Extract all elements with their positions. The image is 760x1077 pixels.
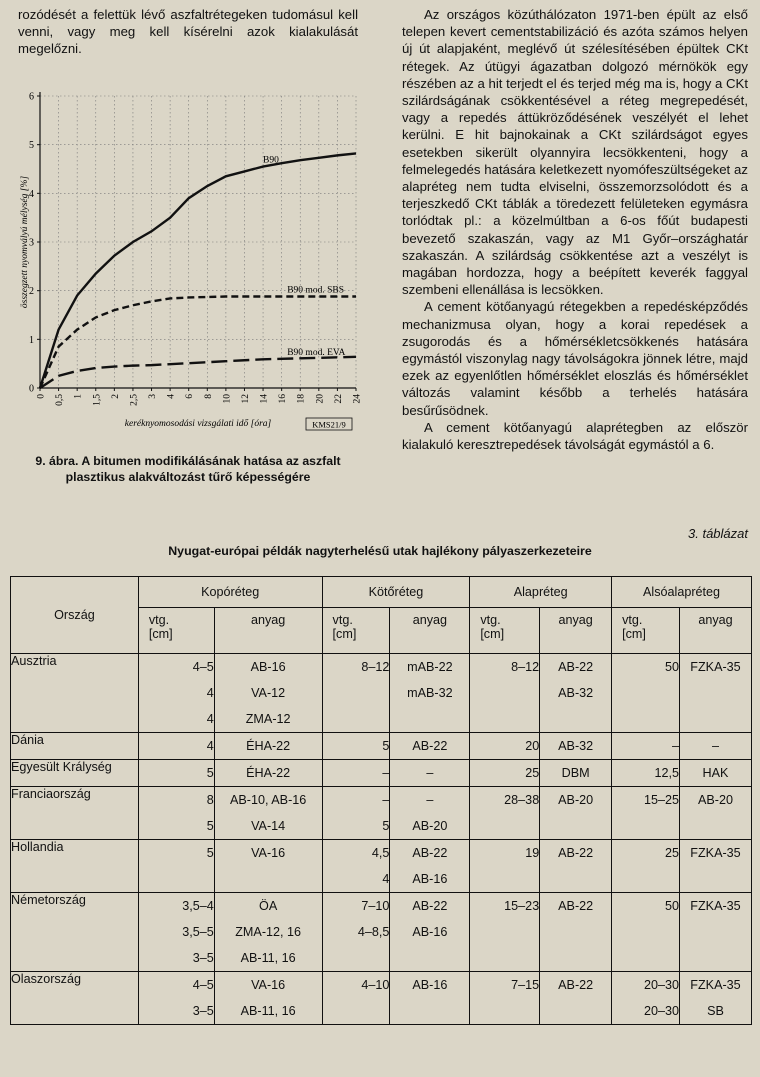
x-axis-label: keréknyomosodási vizsgálati idő [óra]	[124, 419, 272, 429]
material-cell	[390, 893, 470, 972]
cell-line: 15–23	[504, 899, 540, 913]
material-cell	[390, 840, 470, 893]
material-cell	[390, 654, 470, 733]
right-paragraph-2: A cement kötőanyagú rétegekben a repedésképződés mechanizmusa olyan, hogy a korai repedések a zsugorodás és a hőmérsékletcsökkenés hatására egymástól viszonylag nagy távolságokra jönnek létre, majd ezek az egyenlőtlen hőmérséklet eloszlás és hőmérséklet változás valamint később a terhelés hatására besűrűsödnek.	[402, 299, 748, 418]
thickness-cell	[470, 972, 540, 1025]
cell-line: AB-22	[412, 899, 448, 913]
y-axis-label: összegzett nyomvályú mélység [%]	[20, 175, 30, 309]
material-cell	[540, 760, 612, 787]
cell-line: 3–5	[192, 951, 214, 965]
left-paragraph: rozódését a felettük lévő aszfaltrétegeken tudomásul kell venni, vagy meg kell kísérelni azok kialakulását megelőzni.	[18, 7, 358, 57]
x-tick-label: 22	[333, 394, 344, 404]
cell-line: FZKA-35	[690, 978, 741, 992]
cell-line: 5	[206, 819, 214, 833]
vtg-header	[470, 608, 540, 654]
cell-line: 50	[664, 660, 679, 674]
material-cell	[540, 787, 612, 840]
cell-line: AB-22	[558, 978, 594, 992]
cell-line: AB-16	[412, 872, 448, 886]
x-tick-label: 6	[185, 394, 196, 399]
vtg-label: vtg.	[332, 613, 353, 627]
cell-line: 8	[206, 793, 214, 807]
right-column	[402, 6, 748, 453]
y-tick-label: 3	[29, 237, 34, 249]
cell-line: 3–5	[192, 1004, 214, 1018]
cell-line: 5	[206, 766, 214, 780]
cell-line: –	[382, 766, 390, 780]
table-row	[11, 733, 752, 760]
vtg-label: vtg.	[148, 613, 170, 627]
thickness-cell	[470, 787, 540, 840]
material-cell	[390, 760, 470, 787]
table-title: Nyugat-európai példák nagyterhelésű utak hajlékony pályaszerkezeteire	[168, 544, 592, 558]
cell-line: 4	[206, 739, 214, 753]
material-cell	[540, 840, 612, 893]
thickness-cell	[138, 654, 214, 733]
table-number: 3. táblázat	[688, 526, 748, 541]
cell-line: AB-16	[250, 660, 286, 674]
y-tick-label: 1	[29, 334, 34, 346]
cell-line: AB-22	[412, 846, 448, 860]
group-header-also: Alsóalapréteg	[612, 577, 752, 608]
cell-line: VA-16	[251, 846, 286, 860]
x-tick-label: 2	[110, 394, 121, 399]
cell-line: 4	[206, 712, 214, 726]
material-cell	[214, 760, 322, 787]
series-label: B90 mod. SBS	[287, 285, 344, 296]
cell-line: AB-11, 16	[240, 951, 296, 965]
cell-line: 20–30	[643, 978, 679, 992]
cell-line: ÉHA-22	[246, 739, 291, 753]
x-tick-label: 1	[73, 394, 84, 399]
country-cell: Franciaország	[11, 787, 139, 840]
thickness-cell	[138, 760, 214, 787]
country-cell: Ausztria	[11, 654, 139, 733]
cell-line: FZKA-35	[690, 899, 741, 913]
cell-line: AB-32	[558, 739, 594, 753]
y-tick-label: 0	[29, 383, 34, 395]
material-cell	[680, 733, 752, 760]
x-tick-label: 18	[296, 394, 307, 404]
cell-line: AB-20	[412, 819, 448, 833]
group-header-koto: Kötőréteg	[322, 577, 470, 608]
cell-line: VA-14	[251, 819, 286, 833]
table-row	[11, 840, 752, 893]
cell-line: AB-22	[412, 739, 448, 753]
series-line	[40, 297, 356, 388]
material-cell	[540, 733, 612, 760]
cell-line: –	[671, 739, 679, 753]
cell-line: mAB-32	[407, 686, 453, 700]
cell-line: AB-10, AB-16	[229, 793, 307, 807]
cell-line: 4	[206, 686, 214, 700]
thickness-cell	[612, 760, 680, 787]
thickness-cell	[612, 840, 680, 893]
thickness-cell	[322, 893, 390, 972]
cell-line: AB-11, 16	[240, 1004, 296, 1018]
table-row	[11, 893, 752, 972]
cell-line: 19	[525, 846, 540, 860]
material-cell	[214, 654, 322, 733]
x-tick-label: 0	[36, 394, 47, 399]
cell-line: AB-32	[558, 686, 594, 700]
cell-line: 3,5–4	[182, 899, 214, 913]
thickness-cell	[470, 840, 540, 893]
group-header-alap: Alapréteg	[470, 577, 612, 608]
x-tick-label: 2,5	[129, 394, 140, 406]
material-cell	[680, 893, 752, 972]
cell-line: 3,5–5	[182, 925, 214, 939]
series-label: B90	[263, 155, 279, 166]
cell-line: FZKA-35	[690, 660, 741, 674]
thickness-cell	[138, 733, 214, 760]
right-paragraph-3: A cement kötőanyagú alaprétegben az először kialakuló keresztrepedések távolságát egymástól a 6.	[402, 419, 748, 453]
material-header: anyag	[680, 608, 752, 654]
material-header: anyag	[214, 608, 322, 654]
vtg-label: vtg.	[622, 613, 643, 627]
thickness-cell	[322, 760, 390, 787]
cell-line: 8–12	[511, 660, 540, 674]
thickness-cell	[470, 893, 540, 972]
cell-line: AB-22	[558, 899, 594, 913]
cell-line: ÖA	[259, 899, 278, 913]
country-cell: Egyesült Králység	[11, 760, 139, 787]
material-cell	[680, 654, 752, 733]
material-cell	[214, 893, 322, 972]
country-cell: Olaszország	[11, 972, 139, 1025]
cell-line: HAK	[702, 766, 729, 780]
thickness-cell	[470, 654, 540, 733]
thickness-cell	[612, 733, 680, 760]
cell-line: AB-16	[412, 925, 448, 939]
cell-line: 4–8,5	[357, 925, 390, 939]
x-tick-label: 16	[278, 394, 289, 404]
cell-line: 5	[382, 819, 390, 833]
cell-line: 4–10	[361, 978, 390, 992]
cell-line: ÉHA-22	[246, 766, 291, 780]
thickness-cell	[470, 760, 540, 787]
thickness-cell	[322, 654, 390, 733]
thickness-cell	[470, 733, 540, 760]
cell-line: AB-20	[558, 793, 594, 807]
material-header: anyag	[390, 608, 470, 654]
cell-line: DBM	[561, 766, 590, 780]
left-column	[18, 6, 363, 484]
thickness-cell	[322, 840, 390, 893]
cell-line: 4	[382, 872, 390, 886]
country-cell: Hollandia	[11, 840, 139, 893]
cell-line: –	[426, 766, 434, 780]
cell-line: SB	[707, 1004, 724, 1018]
material-cell	[390, 972, 470, 1025]
x-tick-label: 8	[203, 394, 214, 399]
x-tick-label: 20	[315, 394, 326, 404]
vtg-label: vtg.	[480, 613, 501, 627]
thickness-cell	[612, 893, 680, 972]
table-row	[11, 972, 752, 1025]
cell-line: 25	[525, 766, 540, 780]
group-header-kopo: Kopóréteg	[138, 577, 322, 608]
cell-line: 8–12	[361, 660, 390, 674]
rutting-chart	[18, 84, 388, 444]
table-row	[11, 654, 752, 733]
material-cell	[214, 840, 322, 893]
material-cell	[680, 787, 752, 840]
vtg-unit: [cm]	[480, 627, 505, 641]
cell-line: AB-20	[697, 793, 733, 807]
cell-line: AB-22	[558, 846, 594, 860]
table-row	[11, 760, 752, 787]
vtg-unit: [cm]	[332, 627, 357, 641]
cell-line: –	[382, 793, 390, 807]
country-header: Ország	[11, 577, 139, 654]
cell-line: AB-22	[558, 660, 594, 674]
material-cell	[214, 972, 322, 1025]
cell-line: 12,5	[654, 766, 679, 780]
figure-caption: 9. ábra. A bitumen modifikálásának hatása az aszfalt plasztikus alakváltozást tűrő képességére	[35, 454, 341, 484]
x-tick-label: 14	[259, 394, 270, 404]
cell-line: 4,5	[371, 846, 390, 860]
material-cell	[214, 787, 322, 840]
vtg-unit: [cm]	[148, 627, 173, 641]
thickness-cell	[138, 787, 214, 840]
thickness-cell	[322, 972, 390, 1025]
x-tick-label: 10	[222, 394, 233, 404]
material-cell	[214, 733, 322, 760]
cell-line: AB-16	[412, 978, 448, 992]
cell-line: 50	[664, 899, 679, 913]
cell-line: VA-16	[251, 978, 286, 992]
pavement-table	[10, 576, 752, 1025]
cell-line: 4–5	[192, 660, 214, 674]
material-cell	[390, 787, 470, 840]
y-tick-label: 6	[29, 91, 34, 103]
cell-line: 15–25	[643, 793, 679, 807]
country-cell: Németország	[11, 893, 139, 972]
vtg-header	[612, 608, 680, 654]
thickness-cell	[138, 893, 214, 972]
x-tick-label: 3	[148, 394, 159, 399]
cell-line: 5	[382, 739, 390, 753]
x-tick-label: 4	[166, 394, 177, 399]
chart-svg	[18, 84, 388, 444]
material-header: anyag	[540, 608, 612, 654]
material-cell	[390, 733, 470, 760]
cell-line: –	[711, 739, 719, 753]
cell-line: 5	[206, 846, 214, 860]
thickness-cell	[138, 840, 214, 893]
series-line	[40, 357, 356, 388]
thickness-cell	[322, 733, 390, 760]
figure-code: KMS21/9	[312, 419, 346, 430]
thickness-cell	[612, 654, 680, 733]
y-tick-label: 5	[29, 140, 34, 152]
series-label: B90 mod. EVA	[287, 347, 346, 358]
vtg-header	[138, 608, 214, 654]
cell-line: 25	[664, 846, 679, 860]
x-tick-label: 24	[352, 394, 363, 404]
y-tick-label: 4	[29, 188, 34, 200]
x-tick-label: 0,5	[55, 394, 66, 406]
thickness-cell	[322, 787, 390, 840]
cell-line: mAB-22	[407, 660, 453, 674]
material-cell	[680, 760, 752, 787]
cell-line: VA-12	[251, 686, 286, 700]
thickness-cell	[612, 787, 680, 840]
vtg-header	[322, 608, 390, 654]
country-cell: Dánia	[11, 733, 139, 760]
y-tick-label: 2	[29, 286, 34, 298]
material-cell	[680, 972, 752, 1025]
cell-line: 20–30	[643, 1004, 679, 1018]
vtg-unit: [cm]	[622, 627, 646, 641]
x-tick-label: 12	[240, 394, 251, 404]
material-cell	[680, 840, 752, 893]
material-cell	[540, 972, 612, 1025]
cell-line: ZMA-12, 16	[235, 925, 302, 939]
cell-line: 4–5	[192, 978, 214, 992]
cell-line: 20	[525, 739, 540, 753]
thickness-cell	[612, 972, 680, 1025]
cell-line: ZMA-12	[245, 712, 291, 726]
thickness-cell	[138, 972, 214, 1025]
cell-line: 7–10	[361, 899, 390, 913]
cell-line: FZKA-35	[690, 846, 741, 860]
x-tick-label: 1,5	[92, 394, 103, 406]
cell-line: 7–15	[511, 978, 540, 992]
material-cell	[540, 654, 612, 733]
cell-line: 28–38	[504, 793, 540, 807]
table-row	[11, 787, 752, 840]
right-paragraph-1: Az országos közúthálózaton 1971-ben épült az első telepen kevert cementstabilizáció és azóta számos helyen új út alapjaként, meglévő út szélesítésében épültek CKt rétegek. Az útügyi ágazatban dolgozó mérnökök egy részében az a hit terjedt el és terjed még ma is, hogy a CKt szilárdságának csökkentésével a réteg megrepedését, vagy a repedés áttükröződésének veszélyét el lehet kerülni. E hit bajnokainak a CKt szilárdságot egyes esetekben sikerült olyannyira lecsökkenteni, hogy a felmelegedés hatására keletkezett nyomófeszültségeket az alapréteg nem tudta elviselni, összemorzsolódott és a terjeszkedő CKt táblák a töredezett felületeken egymásra torlódtak pl.: a közelmúltban a 6-os főút budapesti bevezető szakaszán, vagy az M1 Győr–országhatár szakaszán. A szilárdság csökkentése azt a veszélyt is magában hordozza, hogy a beépített keverék faggyal szembeni ellenállása is lecsökken.	[402, 7, 748, 298]
material-cell	[540, 893, 612, 972]
cell-line: –	[426, 793, 434, 807]
